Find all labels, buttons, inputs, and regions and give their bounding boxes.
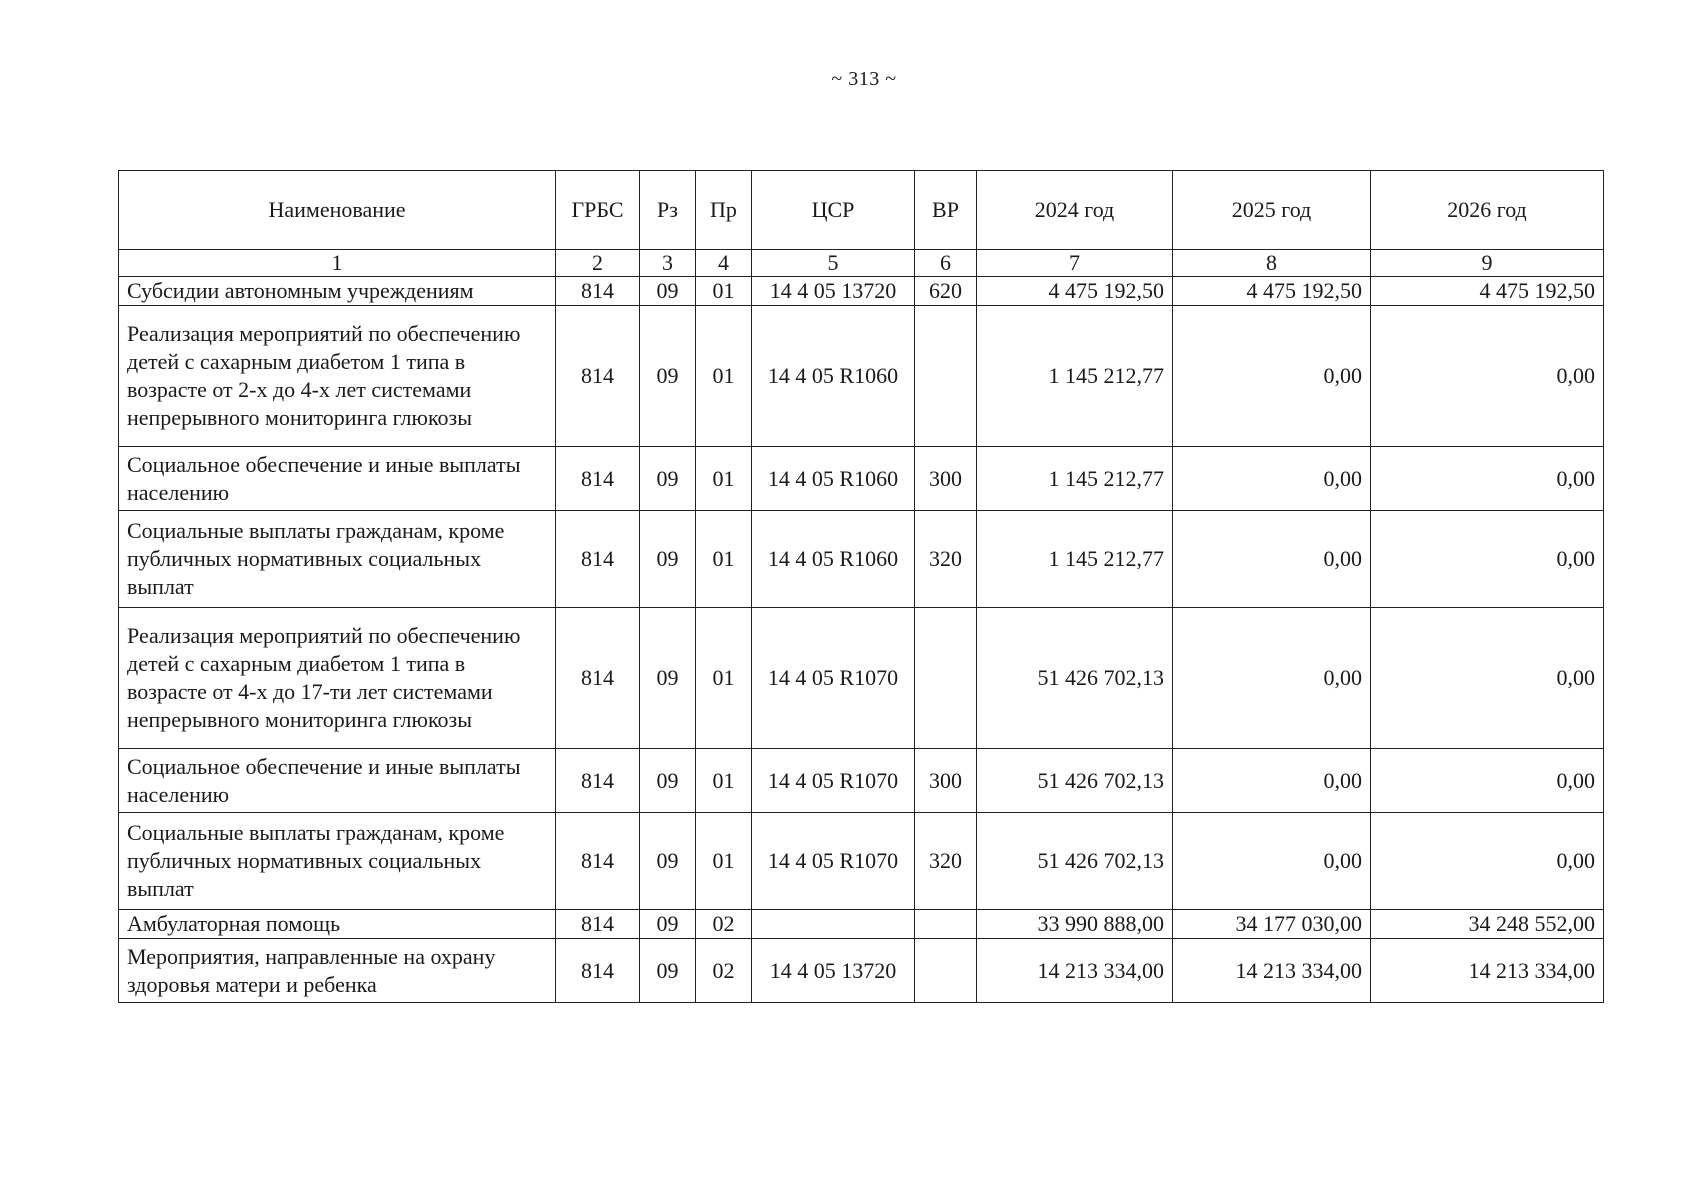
cell-csr: 14 4 05 R1060 — [752, 511, 915, 608]
column-header-name: Наименование — [119, 171, 556, 250]
cell-pr: 01 — [696, 813, 752, 910]
cell-2025: 0,00 — [1173, 813, 1371, 910]
cell-grbs: 814 — [556, 277, 640, 306]
cell-csr: 14 4 05 R1070 — [752, 608, 915, 749]
cell-2025: 0,00 — [1173, 511, 1371, 608]
column-number: 8 — [1173, 250, 1371, 277]
cell-name: Социальное обеспечение и иные выплаты населению — [119, 749, 556, 813]
cell-2025: 14 213 334,00 — [1173, 939, 1371, 1003]
cell-csr: 14 4 05 R1060 — [752, 447, 915, 511]
cell-csr: 14 4 05 R1060 — [752, 306, 915, 447]
column-header-vr: ВР — [915, 171, 977, 250]
cell-vr — [915, 910, 977, 939]
cell-vr — [915, 939, 977, 1003]
cell-2024: 51 426 702,13 — [977, 749, 1173, 813]
cell-2025: 0,00 — [1173, 749, 1371, 813]
column-number: 3 — [640, 250, 696, 277]
cell-grbs: 814 — [556, 447, 640, 511]
cell-rz: 09 — [640, 749, 696, 813]
column-number: 1 — [119, 250, 556, 277]
cell-grbs: 814 — [556, 306, 640, 447]
column-number: 5 — [752, 250, 915, 277]
header-row — [119, 171, 1604, 250]
table-row — [119, 749, 1604, 813]
cell-2026: 4 475 192,50 — [1371, 277, 1604, 306]
column-number: 9 — [1371, 250, 1604, 277]
cell-2025: 0,00 — [1173, 447, 1371, 511]
column-number: 4 — [696, 250, 752, 277]
cell-vr: 320 — [915, 813, 977, 910]
cell-csr: 14 4 05 13720 — [752, 939, 915, 1003]
cell-name: Социальные выплаты гражданам, кроме публичных нормативных социальных выплат — [119, 813, 556, 910]
table-row — [119, 447, 1604, 511]
cell-pr: 01 — [696, 447, 752, 511]
cell-rz: 09 — [640, 910, 696, 939]
cell-pr: 01 — [696, 277, 752, 306]
column-number: 6 — [915, 250, 977, 277]
page-number: ~ 313 ~ — [831, 68, 897, 90]
cell-vr: 620 — [915, 277, 977, 306]
cell-pr: 02 — [696, 910, 752, 939]
cell-rz: 09 — [640, 306, 696, 447]
cell-grbs: 814 — [556, 749, 640, 813]
cell-rz: 09 — [640, 277, 696, 306]
cell-name: Реализация мероприятий по обеспечению детей с сахарным диабетом 1 типа в возрасте от 4-х до 17-ти лет системами непрерывного мониторинга глюкозы — [119, 608, 556, 749]
cell-2024: 33 990 888,00 — [977, 910, 1173, 939]
column-header-2025: 2025 год — [1173, 171, 1371, 250]
cell-2024: 14 213 334,00 — [977, 939, 1173, 1003]
cell-2026: 0,00 — [1371, 749, 1604, 813]
cell-rz: 09 — [640, 939, 696, 1003]
cell-2025: 0,00 — [1173, 608, 1371, 749]
cell-rz: 09 — [640, 447, 696, 511]
column-header-2024: 2024 год — [977, 171, 1173, 250]
cell-grbs: 814 — [556, 813, 640, 910]
table-row — [119, 306, 1604, 447]
cell-2024: 51 426 702,13 — [977, 813, 1173, 910]
table-row — [119, 910, 1604, 939]
column-header-csr: ЦСР — [752, 171, 915, 250]
cell-2024: 51 426 702,13 — [977, 608, 1173, 749]
cell-grbs: 814 — [556, 910, 640, 939]
cell-csr: 14 4 05 13720 — [752, 277, 915, 306]
cell-csr: 14 4 05 R1070 — [752, 749, 915, 813]
table-row — [119, 608, 1604, 749]
cell-rz: 09 — [640, 511, 696, 608]
budget-table — [118, 170, 1604, 1003]
cell-pr: 01 — [696, 306, 752, 447]
column-number: 7 — [977, 250, 1173, 277]
cell-2026: 0,00 — [1371, 306, 1604, 447]
cell-2026: 0,00 — [1371, 447, 1604, 511]
cell-pr: 01 — [696, 511, 752, 608]
cell-2026: 14 213 334,00 — [1371, 939, 1604, 1003]
cell-2025: 4 475 192,50 — [1173, 277, 1371, 306]
cell-grbs: 814 — [556, 939, 640, 1003]
cell-2025: 0,00 — [1173, 306, 1371, 447]
cell-name: Мероприятия, направленные на охрану здоровья матери и ребенка — [119, 939, 556, 1003]
cell-name: Реализация мероприятий по обеспечению детей с сахарным диабетом 1 типа в возрасте от 2-х до 4-х лет системами непрерывного мониторинга глюкозы — [119, 306, 556, 447]
cell-rz: 09 — [640, 813, 696, 910]
cell-name: Субсидии автономным учреждениям — [119, 277, 556, 306]
column-header-rz: Рз — [640, 171, 696, 250]
column-header-grbs: ГРБС — [556, 171, 640, 250]
cell-2026: 0,00 — [1371, 608, 1604, 749]
cell-pr: 01 — [696, 749, 752, 813]
cell-name: Амбулаторная помощь — [119, 910, 556, 939]
column-number-row — [119, 250, 1604, 277]
cell-vr — [915, 306, 977, 447]
cell-2026: 0,00 — [1371, 813, 1604, 910]
cell-csr — [752, 910, 915, 939]
cell-csr: 14 4 05 R1070 — [752, 813, 915, 910]
cell-pr: 01 — [696, 608, 752, 749]
column-header-2026: 2026 год — [1371, 171, 1604, 250]
cell-2024: 1 145 212,77 — [977, 306, 1173, 447]
cell-rz: 09 — [640, 608, 696, 749]
column-header-pr: Пр — [696, 171, 752, 250]
cell-vr: 320 — [915, 511, 977, 608]
cell-2024: 1 145 212,77 — [977, 447, 1173, 511]
table-row — [119, 813, 1604, 910]
table-row — [119, 277, 1604, 306]
table-row — [119, 939, 1604, 1003]
cell-grbs: 814 — [556, 511, 640, 608]
cell-vr: 300 — [915, 749, 977, 813]
column-number: 2 — [556, 250, 640, 277]
table-row — [119, 511, 1604, 608]
cell-grbs: 814 — [556, 608, 640, 749]
cell-2025: 34 177 030,00 — [1173, 910, 1371, 939]
cell-2024: 1 145 212,77 — [977, 511, 1173, 608]
cell-vr — [915, 608, 977, 749]
cell-vr: 300 — [915, 447, 977, 511]
cell-name: Социальное обеспечение и иные выплаты населению — [119, 447, 556, 511]
cell-2024: 4 475 192,50 — [977, 277, 1173, 306]
cell-pr: 02 — [696, 939, 752, 1003]
cell-2026: 34 248 552,00 — [1371, 910, 1604, 939]
cell-2026: 0,00 — [1371, 511, 1604, 608]
cell-name: Социальные выплаты гражданам, кроме публичных нормативных социальных выплат — [119, 511, 556, 608]
